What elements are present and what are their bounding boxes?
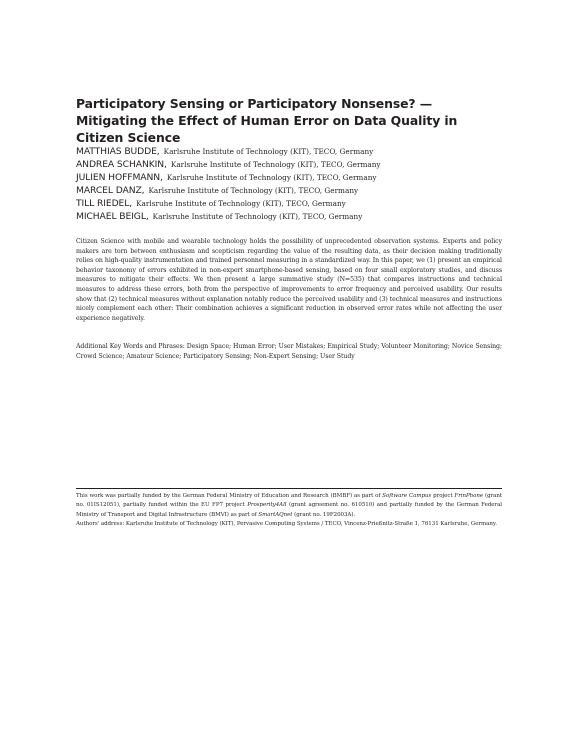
author-name: TILL RIEDEL, xyxy=(76,198,133,209)
keywords: Additional Key Words and Phrases: Design Space; Human Error; User Mistakes; Empirical Study; Volunteer Monitoring; Novice Sensing; Crowd Science; Amateur Science; Participatory Sensing; Non-Expert Sensing; User Study xyxy=(76,343,502,360)
author-entry xyxy=(76,195,502,208)
funding-note xyxy=(76,492,502,520)
author-list xyxy=(76,143,502,221)
author-entry xyxy=(76,156,502,169)
author-entry xyxy=(76,143,502,156)
project-name: FrinPhone xyxy=(454,493,484,499)
footnote xyxy=(76,492,502,530)
author-name: MICHAEL BEIGL, xyxy=(76,211,149,222)
funding-text: (grant no. 19F2003A). xyxy=(294,511,356,518)
author-affiliation: Karlsruhe Institute of Technology (KIT), TECO, Germany xyxy=(148,186,359,195)
funding-text: (grant agreement no. 610510) and partially funded by the German Federal Ministry of Transport and Digital Infrastructure (BMVI) as part of xyxy=(76,502,503,518)
author-entry xyxy=(76,182,502,195)
author-affiliation: Karlsruhe Institute of Technology (KIT), TECO, Germany xyxy=(152,212,363,221)
funding-text: project xyxy=(433,493,453,499)
author-entry xyxy=(76,169,502,182)
author-affiliation: Karlsruhe Institute of Technology (KIT), TECO, Germany xyxy=(136,199,346,208)
author-name: MARCEL DANZ, xyxy=(76,185,145,196)
author-name: JULIEN HOFFMANN, xyxy=(76,172,163,183)
funding-text: This work was partially funded by the German Federal Ministry of Education and Research (BMBF) as part of xyxy=(76,493,381,499)
abstract: Citizen Science with mobile and wearable technology holds the possibility of unprecedented observation systems. Experts and policy makers are torn between enthusiasm and scepticism regarding the value of the resulting data, as their decision making traditionally relies on high-quality instrumentation and trained personnel measuring in a standardized way. In this paper, we (1) present an empirical behavior taxonomy of errors exhibited in non-expert smartphone-based sensing, based on four small exploratory studies, and discuss measures to mitigate their effects. We then present a large summative study (N=535) that compares instructions and technical measures to address these errors, both from the perspective of improvements to error frequency and perceived usability. Our results show that (2) technical measures without explanation notably reduce the perceived usability and (3) technical measures and instructions nicely complement each other: Their combination achieves a significant reduction in observed error rates while not affecting the user experience negatively. xyxy=(76,238,502,322)
funding-program: Software Campus xyxy=(382,493,432,499)
project-name: Prosperity4All xyxy=(247,502,287,509)
author-affiliation: Karlsruhe Institute of Technology (KIT), TECO, Germany xyxy=(170,160,381,169)
author-affiliation: Karlsruhe Institute of Technology (KIT), TECO, Germany xyxy=(163,147,374,156)
paper-title: Participatory Sensing or Participatory Nonsense? — Mitigating the Effect of Human Error on Data Quality in Citizen Science xyxy=(76,96,458,145)
author-name: ANDREA SCHANKIN, xyxy=(76,159,167,170)
author-entry xyxy=(76,208,502,221)
author-name: MATTHIAS BUDDE, xyxy=(76,146,160,157)
funding-text: (grant no. 01IS12051), partially funded within the EU FP7 project xyxy=(76,493,502,509)
authors-address: Authors' address: Karlsruhe Institute of Technology (KIT), Pervasive Computing Systems / TECO, Vincenz-Prießnitz-Straße 1, 76131 Karlsruhe, Germany. xyxy=(76,521,497,528)
author-affiliation: Karlsruhe Institute of Technology (KIT), TECO, Germany xyxy=(166,173,377,182)
footnote-divider xyxy=(76,488,502,489)
project-name: SmartAQnet xyxy=(258,511,293,518)
